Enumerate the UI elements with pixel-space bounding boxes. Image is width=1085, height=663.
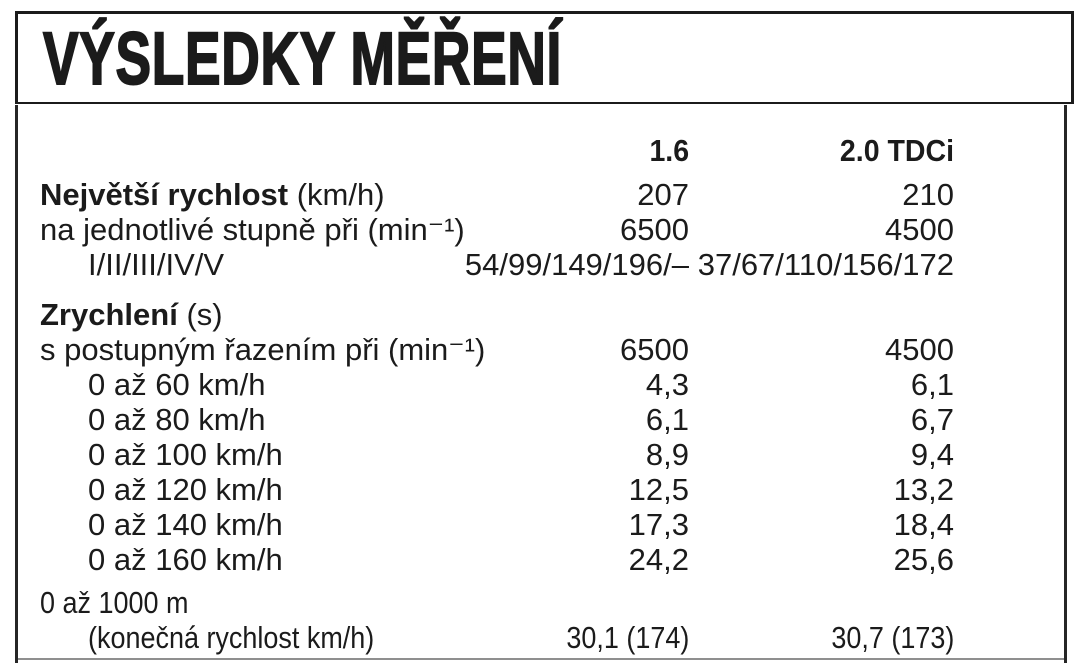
value-cell-16 — [283, 507, 689, 542]
table-row — [18, 177, 1064, 212]
value-cell-16 — [283, 542, 689, 577]
row-label — [40, 507, 283, 542]
value-20tdci: 13,2 — [893, 472, 954, 507]
value-cell-16 — [385, 177, 689, 212]
value-20tdci: 9,4 — [910, 437, 954, 472]
value-cell-16 — [417, 620, 689, 655]
row-label-rest: na jednotlivé stupně při (min⁻¹) — [40, 212, 465, 247]
row-label — [40, 585, 211, 620]
table-row — [18, 297, 1064, 332]
row-label — [40, 472, 283, 507]
table-row — [18, 367, 1064, 402]
table-rows — [18, 177, 1064, 655]
value-16: 8,9 — [645, 437, 689, 472]
table-header-row — [18, 131, 1064, 177]
value-16: 17,3 — [628, 507, 689, 542]
row-label-rest: 0 až 160 km/h — [88, 542, 283, 577]
column-header-cell-2 — [689, 131, 954, 171]
value-cell-20tdci — [689, 507, 954, 542]
column-header-petrol: 1.6 — [649, 133, 689, 168]
row-label-rest: (konečná rychlost km/h) — [88, 620, 375, 655]
row-label-rest: s postupným řazením při (min⁻¹) — [40, 332, 486, 367]
value-16: 12,5 — [628, 472, 689, 507]
value-cell-20tdci — [689, 247, 954, 282]
table-row — [18, 402, 1064, 437]
results-table — [15, 105, 1067, 663]
table-row — [18, 332, 1064, 367]
table-row — [18, 507, 1064, 542]
column-header-diesel: 2.0 TDCi — [839, 133, 954, 168]
value-20tdci: 6,1 — [910, 367, 954, 402]
value-cell-20tdci — [689, 472, 954, 507]
bottom-rule — [18, 658, 1064, 660]
value-cell-20tdci — [689, 620, 954, 655]
row-label-rest: 0 až 80 km/h — [88, 402, 266, 437]
row-label — [40, 437, 283, 472]
value-cell-20tdci — [689, 332, 954, 367]
value-16: 6,1 — [645, 402, 689, 437]
row-label-bold: Zrychlení — [40, 297, 178, 332]
row-label — [40, 367, 265, 402]
value-20tdci: 37/67/110/156/172 — [697, 247, 954, 282]
value-20tdci: 18,4 — [893, 507, 954, 542]
value-16: 207 — [637, 177, 689, 212]
column-header-cell-1 — [40, 131, 689, 171]
value-cell-16 — [265, 367, 689, 402]
row-label — [40, 542, 283, 577]
value-cell-20tdci — [689, 542, 954, 577]
row-label-rest: 0 až 100 km/h — [88, 437, 283, 472]
value-cell-16 — [224, 247, 689, 282]
table-row — [18, 585, 1064, 620]
value-16: 6500 — [620, 212, 689, 247]
row-label — [40, 177, 385, 212]
row-label-text — [40, 585, 188, 620]
row-label — [40, 620, 417, 655]
value-cell-16 — [265, 402, 689, 437]
value-cell-20tdci — [689, 402, 954, 437]
value-cell-20tdci — [689, 212, 954, 247]
table-row — [18, 542, 1064, 577]
value-16: 30,1 (174) — [566, 620, 689, 655]
value-20tdci: 30,7 (173) — [831, 620, 954, 655]
table-row — [18, 212, 1064, 247]
row-label-text — [88, 620, 374, 655]
title-banner — [15, 11, 1074, 104]
value-20tdci: 6,7 — [910, 402, 954, 437]
value-cell-16 — [465, 212, 689, 247]
row-label — [40, 247, 224, 282]
row-label — [40, 402, 265, 437]
row-label — [40, 212, 465, 247]
row-label-rest: (s) — [177, 297, 223, 332]
row-label — [40, 297, 223, 332]
page-title: VÝSLEDKY MĚŘENÍ — [43, 17, 563, 100]
row-label-rest: 0 až 60 km/h — [88, 367, 266, 402]
row-label-rest: (km/h) — [288, 177, 385, 212]
value-cell-20tdci — [689, 177, 954, 212]
table-row — [18, 437, 1064, 472]
row-label-bold: Největší rychlost — [40, 177, 289, 212]
row-label-rest: 0 až 1000 m — [40, 585, 189, 620]
value-16: 54/99/149/196/– — [464, 247, 689, 282]
value-20tdci: 25,6 — [893, 542, 954, 577]
value-16: 6500 — [620, 332, 689, 367]
value-20tdci: 210 — [902, 177, 954, 212]
table-row — [18, 247, 1064, 282]
row-label — [40, 332, 485, 367]
table-row — [18, 620, 1064, 655]
value-cell-20tdci — [689, 367, 954, 402]
value-cell-16 — [485, 332, 689, 367]
value-20tdci: 4500 — [885, 332, 954, 367]
value-16: 4,3 — [645, 367, 689, 402]
value-cell-20tdci — [689, 437, 954, 472]
row-label-rest: 0 až 140 km/h — [88, 507, 283, 542]
value-16: 24,2 — [628, 542, 689, 577]
row-label-rest: 0 až 120 km/h — [88, 472, 283, 507]
value-cell-16 — [283, 472, 689, 507]
row-label-rest: I/II/III/IV/V — [88, 247, 225, 282]
value-20tdci: 4500 — [885, 212, 954, 247]
table-row — [18, 472, 1064, 507]
value-cell-16 — [283, 437, 689, 472]
